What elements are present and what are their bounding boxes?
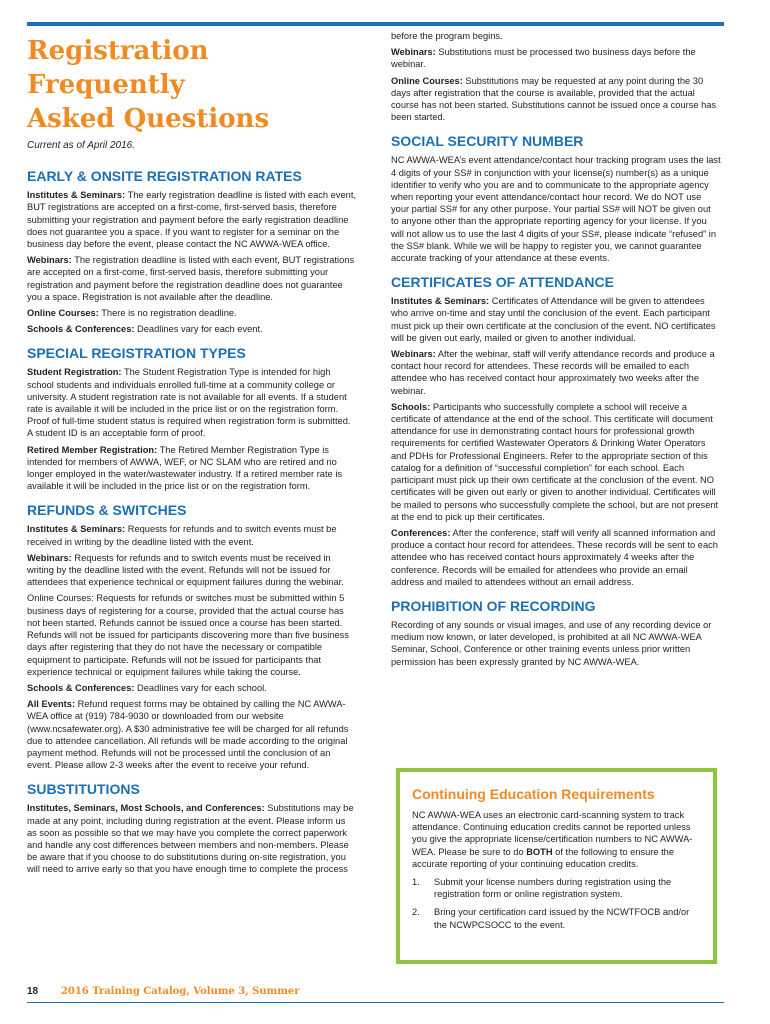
paragraph: Conferences: After the conference, staff will verify all scanned information and produce a contact hour record for attendees. These records will be sent to each attendee who has received contact hours approximately 4 weeks after the conference. Records will be emailed for attendees who provide an email address and mailed to attendees without an email address. — [391, 527, 718, 587]
section-heading: SPECIAL REGISTRATION TYPES — [27, 345, 246, 362]
paragraph: NC AWWA-WEA’s event attendance/contact hour tracking program uses the last 4 digits of your SS# in conjunction with your license(s) number(s) as a unique identifier to verify who you are and to communicate to the appropriate agency when reporting your event attendance/contact hour record. We do NOT use your partial SS# for any other purpose. Your partial SS# will NOT be given out to anyone other than the appropriate reporting agency for your license. If you will not allow us to use the last 4 digits of your SS#, please indicate “refused” in the SS# blank. While we will be happy to register you, we cannot guarantee accurate tracking of your attendance at these events. — [391, 155, 721, 264]
paragraph: Recording of any sounds or visual images, and use of any recording device or medium now known, or later developed, is prohibited at all NC AWWA-WEA Seminar, School, Conference or other training events unless prior written permission has been expressly granted by NC AWWA-WEA. — [391, 619, 712, 667]
box-heading: Continuing Education Requirements — [412, 786, 655, 802]
section-heading: REFUNDS & SWITCHES — [27, 502, 187, 519]
paragraph: Webinars: After the webinar, staff will verify attendance records and produce a contact hour record for attendees. These records will be emailed to each attendee who has received contact hour approximately two weeks after the webinar. — [391, 349, 715, 396]
paragraph: before the program begins. — [391, 31, 503, 41]
page-number: 18 — [27, 986, 39, 997]
ssn-section — [391, 133, 721, 264]
page-title: Registration Frequently Asked Questions — [27, 36, 270, 134]
subtitle: Current as of April 2016. — [27, 140, 136, 151]
paragraph: Student Registration: The Student Registration Type is intended for high school students and individuals enrolled full-time at a community college or university. A student registration rate is not available for all events. If a student rate is available it will be included in the price list or on the registration form. Proof of full-time student status is required when registration form is submitted. A student ID is an acceptable form of proof. — [27, 367, 351, 439]
left-column — [27, 30, 357, 886]
paragraph: Online Courses: There is no registration deadline. — [27, 308, 237, 319]
bottom-rule — [27, 1002, 724, 1003]
substitutions-continued — [391, 30, 721, 123]
paragraph: Schools & Conferences: Deadlines vary for each event. — [27, 324, 263, 335]
paragraph: Institutes, Seminars, Most Schools, and Conferences: Substitutions may be made at any point, including during registration at the event. Please inform us as soon as possible so that we may have you complete the correct paperwork and handle any cost differences between members and non-members. Please be aware that if you choose to do substitutions during on-site registration, you will need to arrive early so that you have enough time to complete the process — [27, 803, 354, 875]
paragraph: Institutes & Seminars: Certificates of Attendance will be given to attendees who arrive on-time and stay until the conclusion of the event. Each participant must pick up their own certificate at the conclusion of the event. NO certificates will be given out early, mailed or given to another individual. — [391, 296, 716, 343]
paragraph: Online Courses: Requests for refunds or switches must be submitted within 5 business days of registering for a course, provided that the actual course has not been started. Refunds cannot be issued once a course has been started. Refunds will not be issued for participants discovering more than five business days after registering that they do not have the necessary or compatible equipment to participate. Refunds will not be issued for participants that experience technical or equipment failures while taking the course. — [27, 593, 349, 677]
continuing-education-box — [396, 768, 717, 964]
top-rule — [27, 22, 724, 26]
certificates-section — [391, 274, 721, 588]
right-column — [391, 30, 721, 678]
paragraph: All Events: Refund request forms may be obtained by calling the NC AWWA-WEA office at (919) 784-9030 or downloaded from our website (www.ncsafewater.org). A $30 administrative fee will be charged for all refunds due to attendee cancellation. All refunds will be made according to the original payment method. Refunds will not be processed until the conclusion of an event. Please allow 2-3 weeks after the event to receive your refund. — [27, 699, 349, 771]
paragraph: Institutes & Seminars: Requests for refunds and to switch events must be received in writing by the deadline listed with the event. — [27, 524, 337, 547]
paragraph: Retired Member Registration: The Retired Member Registration Type is intended for members of AWWA, WEF, or NC SLAM who are retired and no longer employed in the water/wastewater industry. If a retired member rate is available it will be included in the price list or on the registration form. — [27, 444, 343, 492]
refunds-section — [27, 502, 357, 771]
box-intro: NC AWWA-WEA uses an electronic card-scanning system to track attendance. Continuing education credits cannot be reported unless you give the appropriate license/certification numbers to NC AWWA-WEA. Please be sure to do BOTH of the following to ensure the accurate reporting of your continuing education credits. — [412, 810, 693, 869]
section-heading: CERTIFICATES OF ATTENDANCE — [391, 274, 614, 291]
paragraph: Webinars: The registration deadline is listed with each event, BUT registrations are accepted on a first-come, first-served basis, therefore submitting your registration and payment before the registration deadline does not guarantee you a space. Registration is not available after the deadline. — [27, 255, 355, 302]
catalog-title: 2016 Training Catalog, Volume 3, Summer — [60, 986, 300, 997]
section-heading: SOCIAL SECURITY NUMBER — [391, 133, 584, 150]
paragraph: Schools: Participants who successfully complete a school will receive a certificate of attendance at the end of the school. This certificate will document attendance for use in demonstrating contact hours for professional growth requirements for certified Wastewater Operators & Drinking Water Operators and PDHs for Professional Engineers. Refer to the appropriate section of this catalog for a definition of “successful completion” for each school. Each participant must pick up their own certificate at the conclusion of the event. NO certificates will be given out early or given to another individual. Certificates will be mailed to persons who successfully complete the school, but are not present at the end to pick up their certificates. — [391, 401, 719, 522]
paragraph: Webinars: Substitutions must be processed two business days before the webinar. — [391, 47, 696, 70]
requirements-list — [412, 876, 701, 931]
special-registration-section — [27, 345, 357, 492]
list-item: 2. Bring your certification card issued by the NCWTFOCB and/or the NCWPCSOCC to the event. — [412, 907, 690, 930]
list-item: 1. Submit your license numbers during registration using the registration form or online registration system. — [412, 877, 672, 900]
paragraph: Webinars: Requests for refunds and to switch events must be received in writing by the deadline listed with the event. Refunds will not be issued for attendees that experience technical or equipment failures during the webinar. — [27, 552, 344, 588]
paragraph: Online Courses: Substitutions may be requested at any point during the 30 days after registration that the course is available, provided that the actual course has not been started. Substitutions cannot be issued once a course has been started. — [391, 75, 717, 123]
page-footer — [27, 986, 299, 997]
section-heading: PROHIBITION OF RECORDING — [391, 597, 596, 614]
early-registration-section — [27, 168, 357, 335]
prohibition-section — [391, 598, 721, 668]
paragraph: Institutes & Seminars: The early registration deadline is listed with each event, BUT registrations are accepted on a first-come, first-served basis, therefore submitting your registration and payment before the early registration deadline does not guarantee you a space. If you want to register for a seminar on the business day before the event, please contact the NC AWWA-WEA office. — [27, 190, 357, 250]
section-heading: SUBSTITUTIONS — [27, 781, 140, 798]
substitutions-section — [27, 781, 357, 875]
section-heading: EARLY & ONSITE REGISTRATION RATES — [27, 168, 302, 185]
paragraph: Schools & Conferences: Deadlines vary for each school. — [27, 682, 267, 693]
